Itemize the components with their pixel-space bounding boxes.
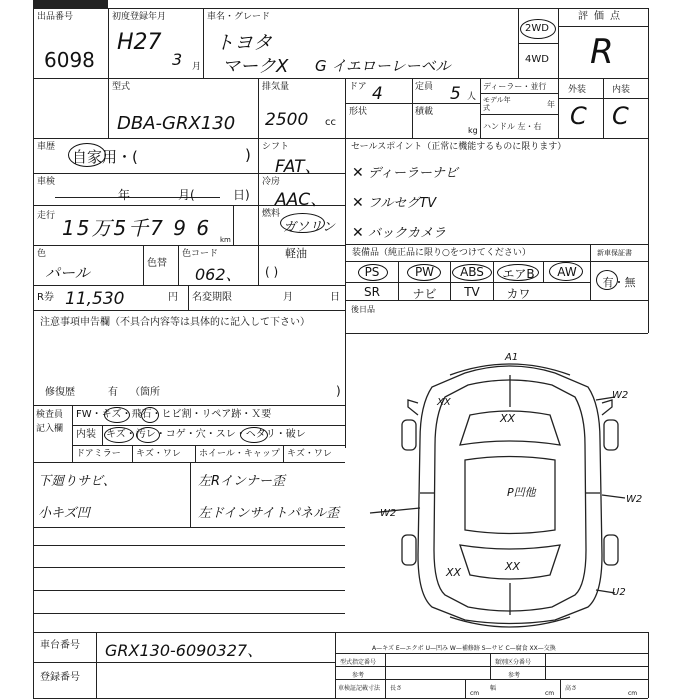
frame-left [33,8,34,698]
handle-label: ハンドル 左・右 [483,122,542,131]
inspection-year: 年 [118,188,131,202]
type-label: 型式 [112,82,131,92]
footer-f7: 高さ [565,685,578,692]
mileage-value: 15万5千7 9 6 [62,216,212,240]
car-diagram [350,345,650,630]
rating-label: 評価点 [578,11,626,22]
equip-pw: PW [414,265,435,279]
diagram-xx-2: XX [500,412,516,425]
grade: G イエローレーベル [315,57,451,75]
recycle-unit: 円 [168,292,178,303]
diagram-w2-1: W2 [612,390,629,401]
footer-f8c: cm [628,690,638,697]
inspector-mirror: ドアミラー [76,449,121,459]
disp-label: 排気量 [262,82,290,92]
inspection-day: 日) [233,188,250,202]
diagram-xx-1: XX [437,397,451,408]
disp-value: 2500 [265,110,309,130]
deadline-day: 日 [330,292,340,303]
drive-4wd: 4WD [525,54,549,65]
recycle-value: 11,530 [65,289,125,309]
seats-label: 定員 [415,82,434,92]
chassis-label: 車台番号 [40,640,80,651]
diagram-roof: P凹他 [507,486,536,499]
exterior-label: 外装 [568,85,587,95]
repair-place: （箇所 [130,387,160,398]
drive-2wd-circle [520,19,556,39]
repair-value: 有 [108,387,118,398]
color-tone-label: 色替 [147,258,167,269]
deadline-label: 名変期限 [192,292,232,303]
disp-unit: cc [325,117,336,128]
history-close: ) [245,146,251,164]
repair-close: ) [336,384,341,398]
footer-f5: 長さ [390,685,403,692]
exterior-grade: C [570,102,587,130]
lot-label: 出品番号 [37,12,74,22]
type-value: DBA-GRX130 [117,113,236,134]
maker: トヨタ [215,32,273,54]
repair-label: 修復歴 [45,387,75,398]
mileage-label: 走行 [37,211,56,221]
recycle-label: R券 [37,292,54,303]
diagram-u2: U2 [612,587,626,598]
first-reg-month: 3 [172,50,183,69]
inspector-wheel: ホイール・キャップ [199,449,280,459]
aftermarket-label: 後日品 [351,305,375,314]
chassis-value: GRX130-6090327、 [105,641,264,660]
remark-left-2: 小キズ凹 [38,506,90,521]
equip-ps: PS [364,265,380,279]
lightoil-paren: ( ) [265,265,279,279]
month-unit: 月 [192,62,202,72]
footer-f1: 型式指定番号 [340,659,377,666]
interior-label: 内装 [612,85,631,95]
warranty-label: 新車保証書 [597,249,632,257]
dealer-label: ディーラー・並行 [483,82,547,91]
seats-unit: 人 [467,92,477,102]
deadline-month: 月 [283,292,293,303]
equip-tv: TV [464,285,480,299]
inspector-row-2: キズ・汚レ・コゲ・穴・スレ・ヘタリ・破レ [106,429,306,440]
equip-abs: ABS [460,265,484,279]
sales-label: セールスポイント（正常に機能するものに限ります） [351,142,567,152]
inspector-mirror-dmg: キズ・ワレ [136,449,181,459]
load-label: 積載 [415,107,434,117]
rating-value: R [590,32,614,72]
color-value: パール [45,264,90,282]
inspection-month: 月( [178,188,195,202]
color-code-label: 色コード [182,249,219,259]
model-year-unit: 年 [547,100,555,109]
shape-label: 形状 [349,107,368,117]
history-label: 車歴 [37,142,56,152]
inspector-label-1: 検査員 [36,410,64,420]
model-year-label: モデル年式 [483,96,511,112]
remark-right-1: 左Rインナー歪 [198,474,286,489]
fuel-value: ガソリン [283,220,336,235]
color-code: 062、 [195,265,242,284]
doors-label: ドア [349,82,367,92]
ac-label: 冷房 [262,177,281,187]
history-circle [68,143,106,167]
diagram-a1: A1 [505,352,519,363]
equip-navi: ナビ [412,287,437,301]
sales-point-3: ✕ バックカメラ [352,225,446,241]
footer-f2: 類別区分番号 [495,659,532,666]
mileage-unit: km [220,236,231,244]
lightoil-label: 軽油 [285,247,307,260]
equipment-label: 装備品（純正品に限り○をつけてください） [352,248,531,258]
equip-sr: SR [364,285,380,299]
diagram-w2-3: W2 [380,508,397,519]
equip-leather: カワ [506,287,531,301]
footer-f8a: cm [470,690,480,697]
sales-point-1: ✕ ディーラーナビ [352,165,458,181]
model: マークX [222,56,289,77]
drive-2wd: 2WD [525,23,549,34]
top-tab [33,0,108,9]
history-value: 自家用・( [72,148,138,166]
color-label: 色 [37,249,47,259]
warranty-value: 有・無 [602,276,636,289]
legend-text: A—キズ E—エクボ U—凹み W—補修跡 S—サビ C—腐食 XX—交換 [372,645,556,652]
doors-value: 4 [372,84,383,104]
remark-left-1: 下廻りサビ、 [38,474,116,489]
shift-value: FAT、 [275,157,322,177]
frame-bottom [33,698,648,699]
seats-value: 5 [450,84,461,104]
shift-label: シフト [262,142,290,152]
name-label: 車名・グレード [207,12,271,22]
inspection-label: 車検 [37,177,56,187]
lot-number: 6098 [44,48,95,72]
ac-value: AAC、 [275,190,328,210]
equip-airbag: エアB [502,267,535,281]
footer-f3a: 参考 [352,672,365,679]
fuel-label: 燃料 [262,209,281,219]
sales-point-2: ✕ フルセグTV [352,195,437,211]
notes-label: 注意事項申告欄（不具合内容等は具体的に記入して下さい） [40,317,310,328]
footer-f3b: 参考 [508,672,521,679]
inspector-row-2-prefix: 内装 [76,429,96,440]
registration-label: 登録番号 [40,672,80,683]
frame-top [33,8,648,9]
frame-right-upper [648,8,649,333]
first-reg-era: H27 [117,30,162,55]
interior-grade: C [612,102,629,130]
diagram-w2-2: W2 [626,494,643,505]
inspector-row-1: FW・キズ・飛石・ヒビ割・リペア跡・Ｘ要 [76,409,272,420]
load-unit: kg [468,126,478,135]
inspector-wheel-dmg: キズ・ワレ [287,449,332,459]
footer-f4: 車検証記載寸法 [338,685,381,692]
first-reg-label: 初度登録年月 [112,12,167,22]
diagram-xx-4: XX [505,560,521,573]
diagram-xx-3: XX [446,566,462,579]
remark-right-2: 左ドインサイトパネル歪 [198,506,340,521]
fuel-circle [280,213,325,233]
footer-f8b: cm [545,690,555,697]
footer-f6: 幅 [490,685,497,692]
equip-aw: AW [557,265,577,279]
inspector-label-2: 記入欄 [36,424,64,434]
